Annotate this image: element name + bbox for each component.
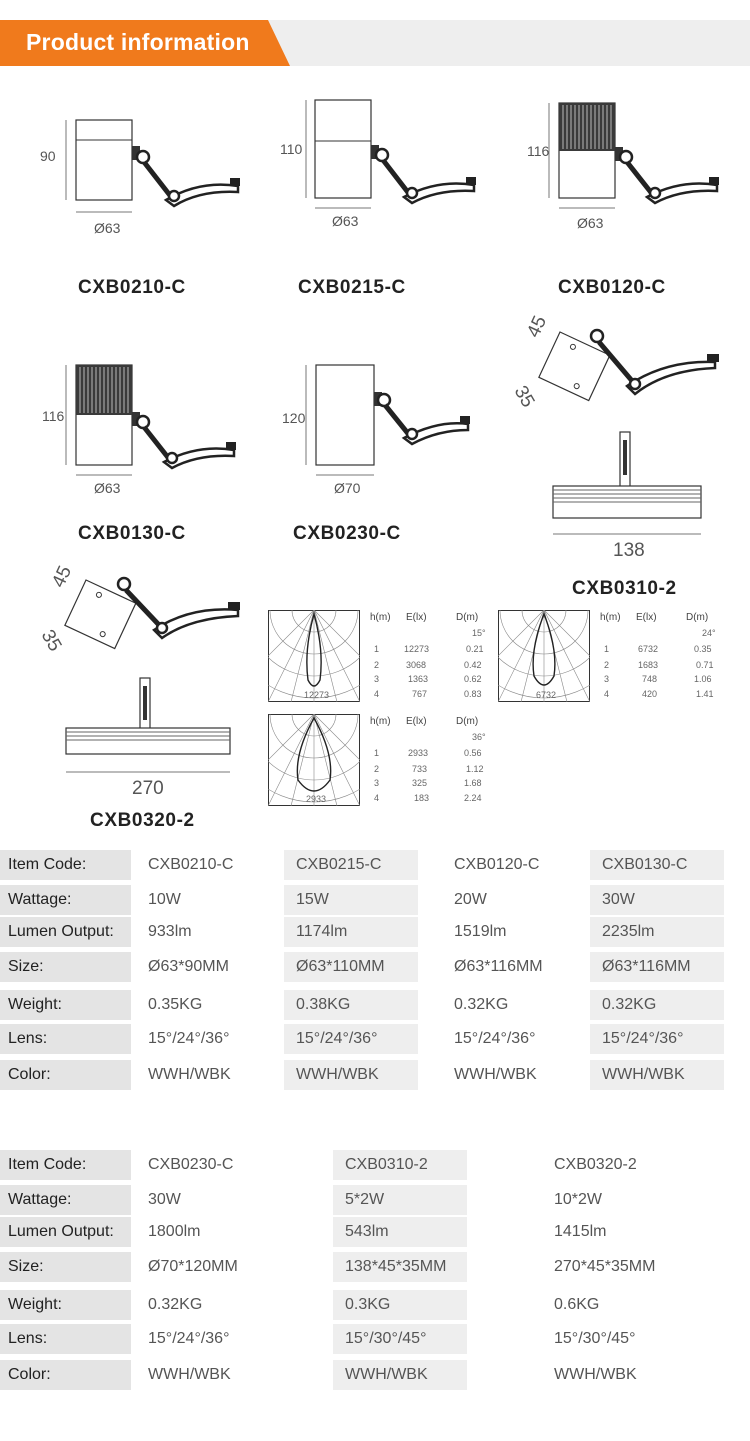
- spotlight-drawing: [40, 100, 250, 240]
- row-label: Size:: [0, 1252, 131, 1282]
- row-h: 4: [374, 793, 380, 803]
- table-cell: CXB0130-C: [590, 850, 724, 880]
- row-h: 3: [604, 674, 610, 684]
- row-h: 4: [374, 689, 380, 699]
- table-cell: 270*45*35MM: [554, 1258, 656, 1275]
- product-label-cxb0230: CXB0230-C: [293, 523, 401, 544]
- table-cell: 1415lm: [554, 1223, 607, 1240]
- row-d: 1.41: [696, 689, 714, 699]
- table-cell: 30W: [590, 885, 724, 915]
- row-label: Wattage:: [0, 885, 131, 915]
- row-d: 0.62: [464, 674, 482, 684]
- product-label-cxb0320: CXB0320-2: [90, 810, 195, 831]
- table-cell: WWH/WBK: [554, 1366, 637, 1383]
- table-cell: WWH/WBK: [148, 1066, 231, 1083]
- table-cell: Ø70*120MM: [148, 1258, 238, 1275]
- dim-a: 45: [523, 312, 552, 341]
- table-cell: WWH/WBK: [590, 1060, 724, 1090]
- beam-angle: 36°: [472, 732, 486, 742]
- row-label: Weight:: [0, 1290, 131, 1320]
- row-e: 183: [414, 793, 430, 803]
- col-d: D(m): [456, 612, 479, 623]
- table-cell: 0.32KG: [148, 1296, 203, 1313]
- row-d: 1.06: [694, 674, 712, 684]
- diameter-dimension: Ø70: [334, 480, 361, 496]
- polar-diagram: [268, 714, 360, 806]
- row-label: Color:: [0, 1060, 131, 1090]
- row-e: 1683: [638, 660, 659, 670]
- table-cell: 1519lm: [454, 923, 507, 940]
- product-cxb0310: [505, 310, 740, 570]
- dim-b: 35: [509, 382, 539, 412]
- row-e: 420: [642, 689, 658, 699]
- page-title: Product information: [26, 29, 250, 55]
- length-dimension: 138: [613, 540, 645, 561]
- product-cxb0230: [280, 360, 490, 500]
- row-e: 12273: [404, 644, 430, 654]
- row-label: Color:: [0, 1360, 131, 1390]
- row-label: Item Code:: [0, 1150, 131, 1180]
- col-h: h(m): [370, 716, 391, 727]
- table-cell: 10*2W: [554, 1191, 603, 1208]
- table-cell: CXB0230-C: [148, 1156, 234, 1173]
- table-cell: CXB0120-C: [454, 856, 540, 873]
- col-h: h(m): [600, 612, 621, 623]
- table-cell: CXB0310-2: [333, 1150, 467, 1180]
- col-e: E(lx): [406, 716, 427, 727]
- row-h: 2: [604, 660, 610, 670]
- table-cell: 10W: [148, 891, 181, 908]
- spotlight-drawing: [40, 360, 250, 500]
- row-h: 2: [374, 660, 380, 670]
- table-cell: 138*45*35MM: [333, 1252, 467, 1282]
- table-cell: Ø63*110MM: [284, 952, 418, 982]
- table-cell: WWH/WBK: [454, 1066, 537, 1083]
- product-label-cxb0120: CXB0120-C: [558, 277, 666, 298]
- table-cell: Ø63*116MM: [454, 958, 543, 975]
- row-e: 3068: [406, 660, 427, 670]
- row-e: 748: [642, 674, 658, 684]
- height-dimension: 110: [280, 141, 303, 157]
- height-dimension: 116: [42, 408, 65, 424]
- row-d: 1.12: [466, 764, 484, 774]
- linear-light-drawing: [505, 310, 740, 570]
- row-h: 1: [374, 748, 380, 758]
- diameter-dimension: Ø63: [577, 215, 604, 231]
- table-cell: CXB0210-C: [148, 856, 234, 873]
- row-e: 325: [412, 778, 428, 788]
- col-e: E(lx): [406, 612, 427, 623]
- table-cell: 15°/30°/45°: [554, 1330, 636, 1347]
- row-e: 767: [412, 689, 428, 699]
- row-h: 1: [604, 644, 610, 654]
- beam-angle: 15°: [472, 628, 486, 638]
- linear-light-drawing: [30, 560, 255, 800]
- photometry-2: [498, 610, 723, 705]
- row-h: 3: [374, 674, 380, 684]
- length-dimension: 270: [132, 778, 164, 799]
- row-label: Wattage:: [0, 1185, 131, 1215]
- product-label-cxb0130: CXB0130-C: [78, 523, 186, 544]
- row-d: 2.24: [464, 793, 482, 803]
- product-cxb0130: [40, 360, 250, 500]
- spotlight-drawing: [280, 95, 490, 235]
- table-cell: CXB0215-C: [284, 850, 418, 880]
- row-label: Lumen Output:: [0, 917, 131, 947]
- center-value: 6732: [536, 690, 557, 700]
- diameter-dimension: Ø63: [94, 220, 121, 236]
- table-cell: CXB0320-2: [554, 1156, 637, 1173]
- table-cell: 2235lm: [590, 917, 724, 947]
- row-d: 0.21: [466, 644, 484, 654]
- table-cell: Ø63*90MM: [148, 958, 229, 975]
- table-cell: 1800lm: [148, 1223, 201, 1240]
- col-d: D(m): [456, 716, 479, 727]
- dim-b: 35: [36, 626, 66, 656]
- row-d: 0.71: [696, 660, 714, 670]
- table-cell: 20W: [454, 891, 487, 908]
- table-cell: 30W: [148, 1191, 181, 1208]
- table-cell: 0.32KG: [590, 990, 724, 1020]
- center-value: 12273: [304, 690, 330, 700]
- table-cell: 15°/24°/36°: [454, 1030, 536, 1047]
- table-cell: WWH/WBK: [148, 1366, 231, 1383]
- product-cxb0215: [280, 95, 490, 235]
- table-cell: 15°/24°/36°: [148, 1030, 230, 1047]
- product-cxb0120: [525, 95, 735, 235]
- row-d: 0.35: [694, 644, 712, 654]
- row-label: Size:: [0, 952, 131, 982]
- col-e: E(lx): [636, 612, 657, 623]
- row-h: 3: [374, 778, 380, 788]
- row-d: 0.83: [464, 689, 482, 699]
- diameter-dimension: Ø63: [332, 213, 359, 229]
- product-cxb0210: [40, 100, 250, 240]
- product-label-cxb0310: CXB0310-2: [572, 578, 677, 599]
- table-cell: WWH/WBK: [333, 1360, 467, 1390]
- table-cell: 15°/30°/45°: [333, 1324, 467, 1354]
- row-label: Item Code:: [0, 850, 131, 880]
- col-h: h(m): [370, 612, 391, 623]
- row-label: Lumen Output:: [0, 1217, 131, 1247]
- beam-angle: 24°: [702, 628, 716, 638]
- spotlight-drawing: [525, 95, 735, 235]
- photometry-1: [268, 610, 493, 705]
- row-e: 733: [412, 764, 428, 774]
- row-d: 0.42: [464, 660, 482, 670]
- table-cell: 0.32KG: [454, 996, 509, 1013]
- row-h: 1: [374, 644, 380, 654]
- height-dimension: 90: [40, 148, 56, 164]
- row-d: 1.68: [464, 778, 482, 788]
- row-e: 2933: [408, 748, 429, 758]
- table-cell: 0.35KG: [148, 996, 203, 1013]
- table-cell: 15W: [284, 885, 418, 915]
- product-label-cxb0215: CXB0215-C: [298, 277, 406, 298]
- row-label: Weight:: [0, 990, 131, 1020]
- table-cell: WWH/WBK: [284, 1060, 418, 1090]
- row-e: 1363: [408, 674, 429, 684]
- row-e: 6732: [638, 644, 659, 654]
- row-h: 4: [604, 689, 610, 699]
- table-cell: Ø63*116MM: [590, 952, 724, 982]
- product-cxb0320: [30, 560, 255, 800]
- polar-diagram: [498, 610, 590, 702]
- center-value: 2933: [306, 794, 327, 804]
- table-cell: 0.38KG: [284, 990, 418, 1020]
- polar-diagram: [268, 610, 360, 702]
- table-cell: 15°/24°/36°: [590, 1024, 724, 1054]
- height-dimension: 116: [527, 143, 550, 159]
- table-cell: 0.6KG: [554, 1296, 600, 1313]
- row-label: Lens:: [0, 1024, 131, 1054]
- table-cell: 543lm: [333, 1217, 467, 1247]
- spec-table-2: [0, 1150, 750, 1390]
- table-cell: 15°/24°/36°: [148, 1330, 230, 1347]
- table-cell: 1174lm: [284, 917, 418, 947]
- table-cell: 0.3KG: [333, 1290, 467, 1320]
- product-label-cxb0210: CXB0210-C: [78, 277, 186, 298]
- row-d: 0.56: [464, 748, 482, 758]
- table-cell: 933lm: [148, 923, 192, 940]
- table-cell: 15°/24°/36°: [284, 1024, 418, 1054]
- dim-a: 45: [48, 562, 77, 591]
- col-d: D(m): [686, 612, 709, 623]
- spec-table-1: [0, 850, 750, 1090]
- row-h: 2: [374, 764, 380, 774]
- spotlight-drawing: [280, 360, 490, 500]
- diameter-dimension: Ø63: [94, 480, 121, 496]
- table-cell: 5*2W: [333, 1185, 467, 1215]
- height-dimension: 120: [282, 410, 306, 426]
- row-label: Lens:: [0, 1324, 131, 1354]
- photometry-3: [268, 714, 493, 809]
